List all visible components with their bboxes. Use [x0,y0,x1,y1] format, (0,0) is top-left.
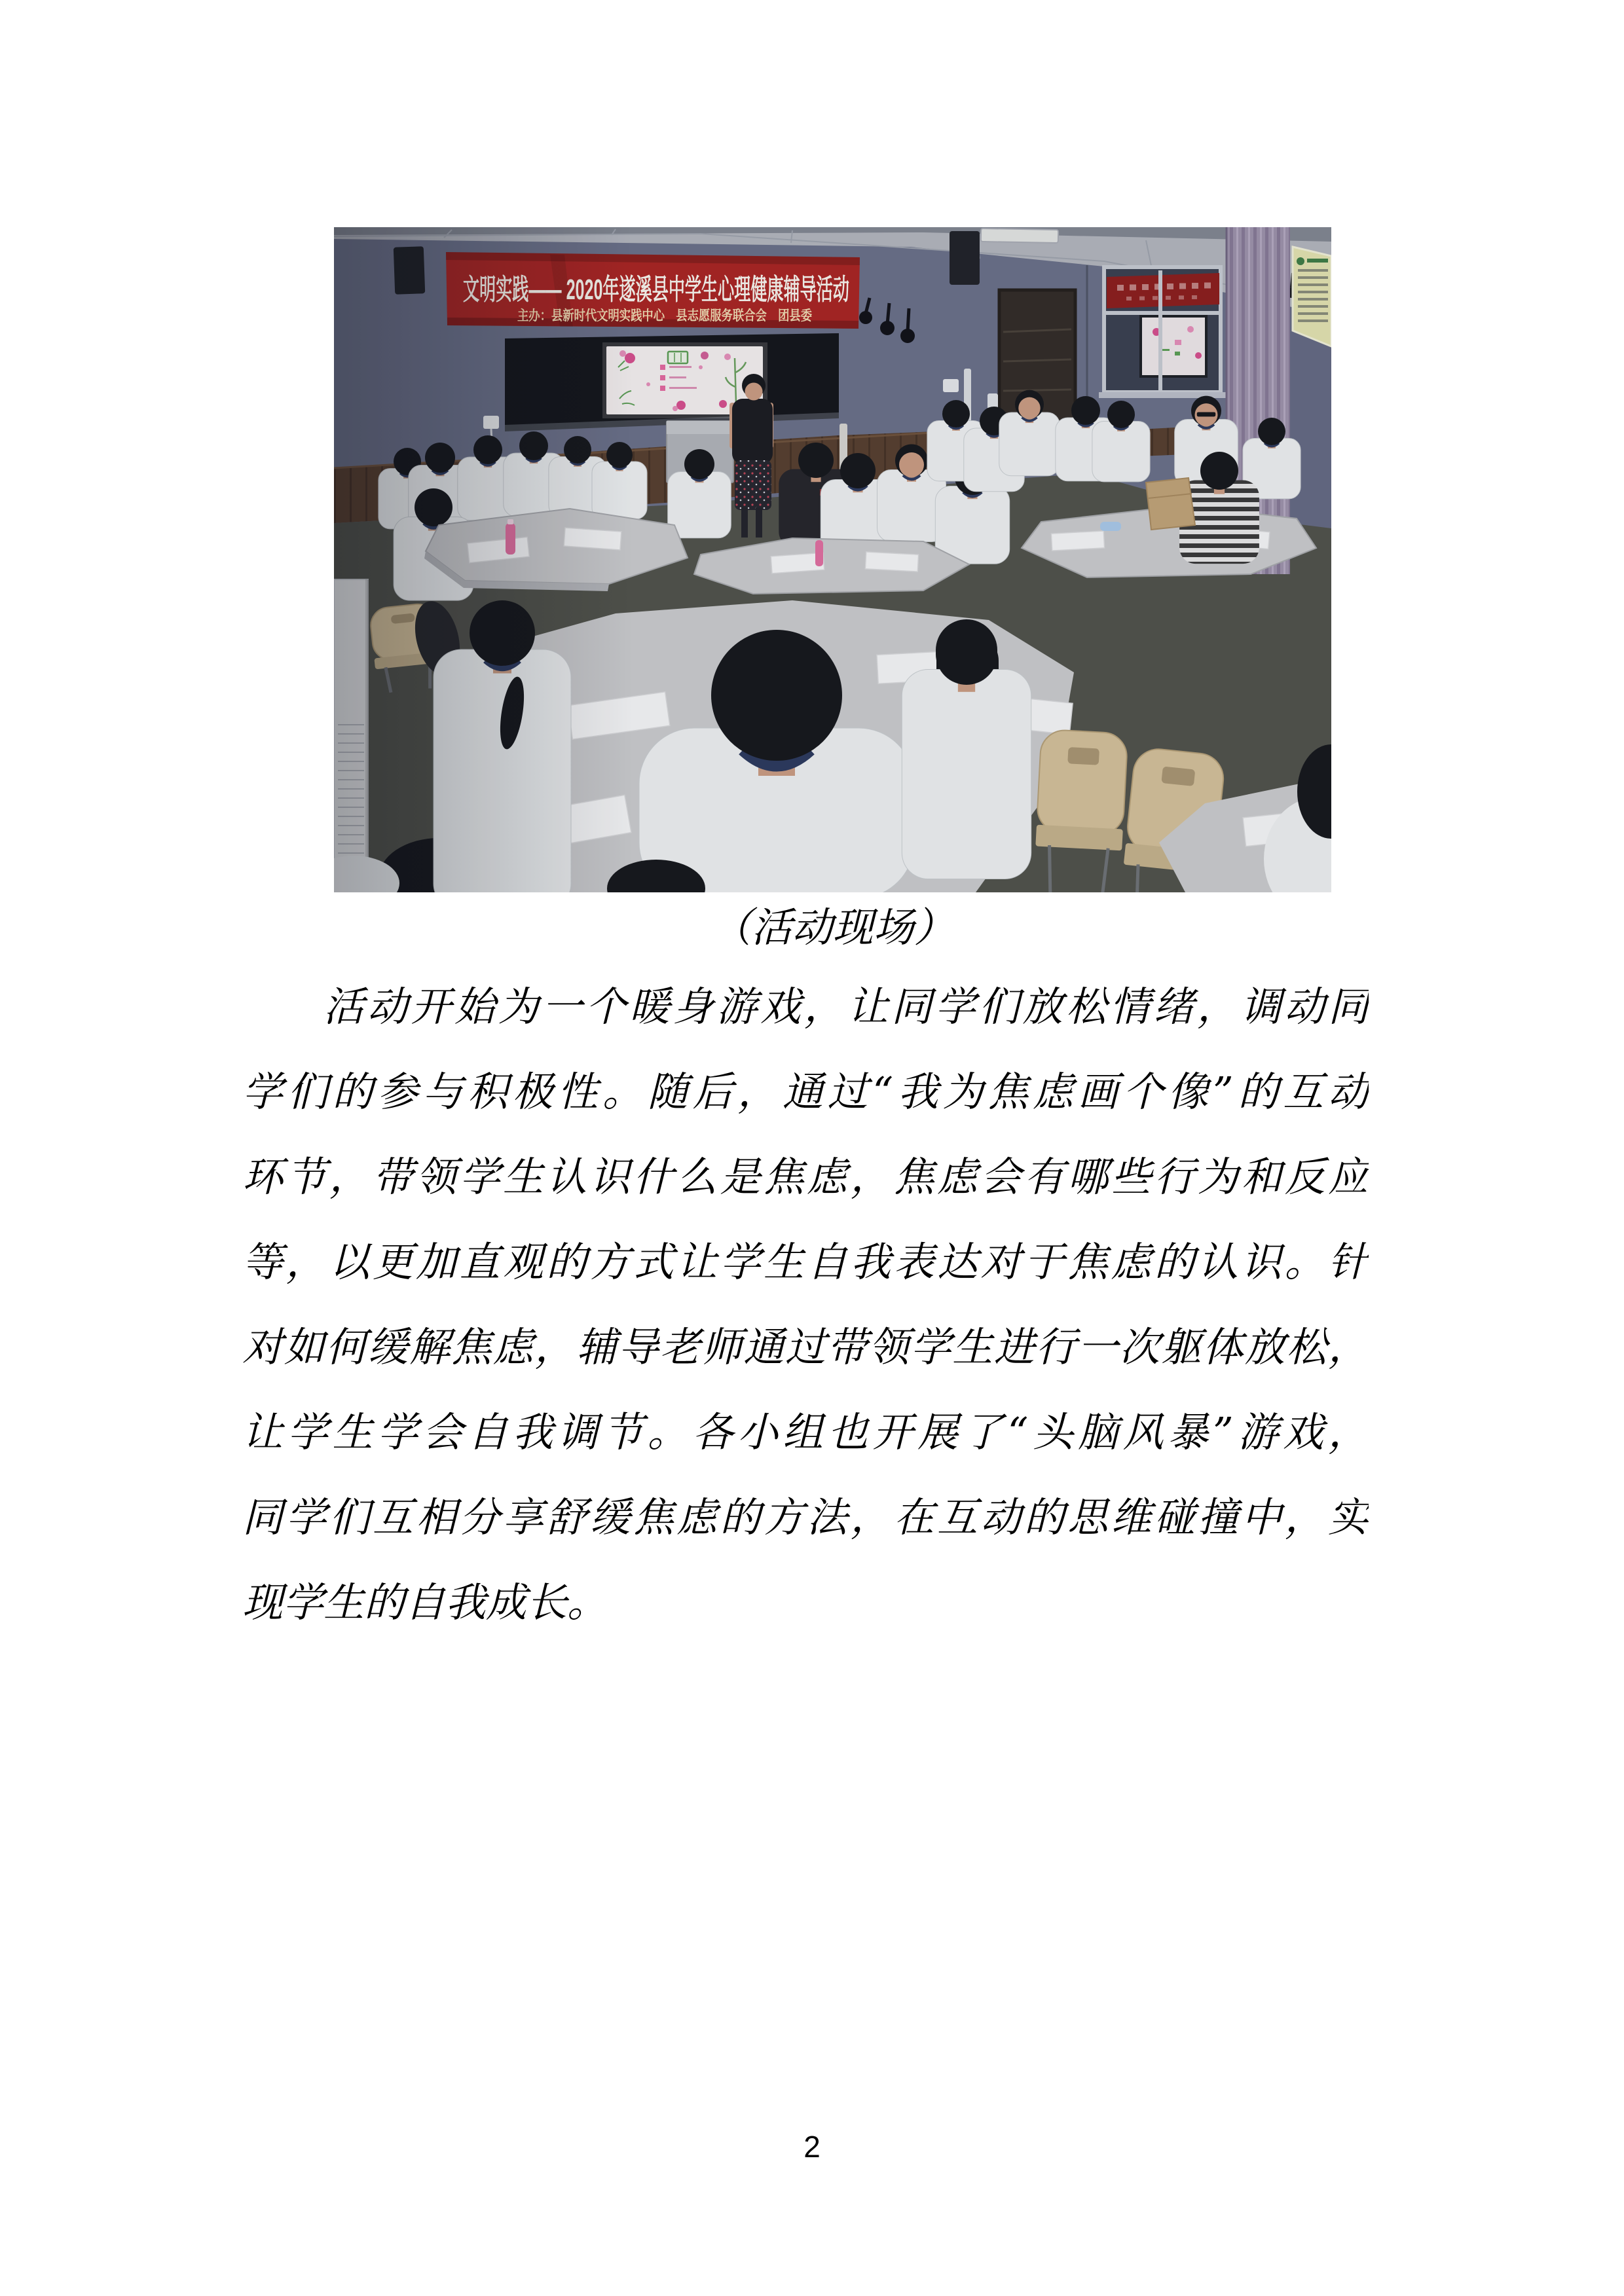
paragraph-line: 活动开始为一个暖身游戏，让同学们放松情绪，调动同 [323,983,1369,1030]
paragraph-line: 环节，带领学生认识什么是焦虑，焦虑会有哪些行为和反应 [242,1153,1369,1201]
paragraph-line: 现学生的自我成长。 [242,1578,608,1626]
paragraph-line: 对如何缓解焦虑，辅导老师通过带领学生进行一次躯体放松， [242,1323,1369,1371]
paragraph-line: 让学生学会自我调节。各小组也开展了“头脑风暴”游戏， [242,1408,1369,1456]
page-number: 2 [803,2130,821,2164]
paragraph-line: 等，以更加直观的方式让学生自我表达对于焦虑的认识。针 [242,1238,1369,1286]
paragraph-line: 同学们互相分享舒缓焦虑的方法，在互动的思维碰撞中，实 [242,1493,1369,1541]
activity-photo [334,227,1331,892]
classroom-photo-scene [334,227,1331,892]
paragraph-line: 学们的参与积极性。随后，通过“我为焦虑画个像”的互动 [242,1068,1369,1116]
body-paragraph [242,964,1369,1645]
photo-caption: （活动现场） [710,903,955,951]
